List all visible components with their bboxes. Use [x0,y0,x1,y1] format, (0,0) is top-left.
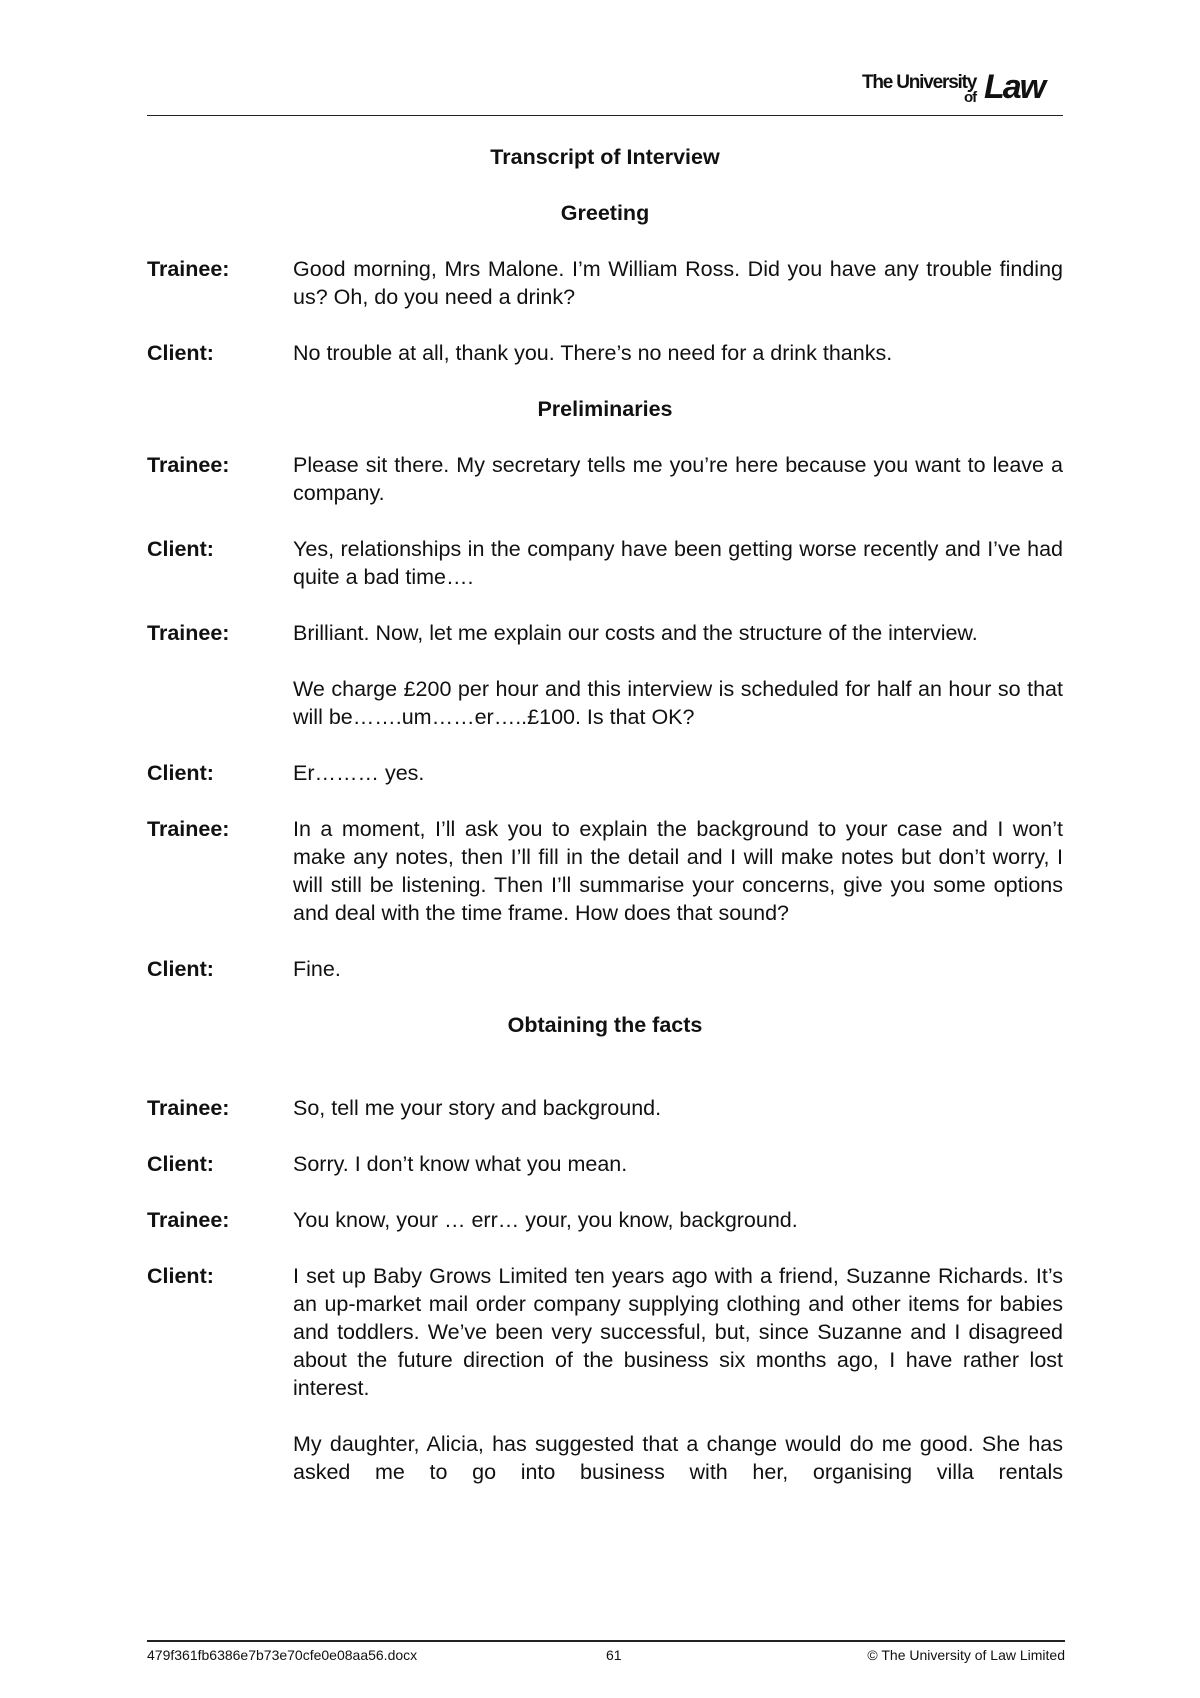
footer-divider [147,1640,1065,1642]
dialogue-text: Brilliant. Now, let me explain our costs and the structure of the interview. [293,621,978,645]
section-heading-preliminaries: Preliminaries [537,397,673,421]
dialogue-text: You know, your … err… your, you know, background. [293,1208,798,1232]
dialogue-row [147,815,1063,927]
speaker-label: Client: [147,1264,214,1288]
dialogue-text: In a moment, I’ll ask you to explain the background to your case and I won’t make any notes, then I’ll fill in the detail and I will make notes but don’t worry, I will still be listening. Then I’ll summarise your concerns, give you some options and deal with the time frame. How does that sound? [293,817,1063,925]
dialogue-row [147,1206,1063,1234]
speaker-label: Client: [147,761,214,785]
dialogue-row [147,1262,1063,1486]
section-heading-greeting: Greeting [560,201,650,225]
dialogue-row [147,955,1063,983]
dialogue-row [147,1150,1063,1178]
dialogue-text: Yes, relationships in the company have been getting worse recently and I’ve had quite a bad time…. [293,537,1063,589]
speaker-label: Trainee: [147,817,230,841]
footer-filename: 479f361fb6386e7b73e70cfe0e08aa56.docx [147,1647,418,1663]
header-divider [147,115,1063,116]
logo-text-of: of [964,89,977,106]
section-heading-obtaining-facts: Obtaining the facts [507,1013,703,1037]
speaker-label: Trainee: [147,1096,230,1120]
dialogue-text: My daughter, Alicia, has suggested that a change would do me good. She has asked me to go into business with her, organising villa rentals [293,1432,1063,1484]
speaker-label: Client: [147,1152,214,1176]
dialogue-text: Please sit there. My secretary tells me you’re here because you want to leave a company. [293,453,1063,505]
speaker-label: Trainee: [147,621,230,645]
dialogue-text: Sorry. I don’t know what you mean. [293,1152,628,1176]
speaker-label: Trainee: [147,453,230,477]
dialogue-text: Good morning, Mrs Malone. I’m William Ross. Did you have any trouble finding us? Oh, do you need a drink? [293,257,1063,309]
dialogue-row [147,339,1063,367]
dialogue-text: Er……… yes. [293,761,425,785]
logo-text-law: Law [984,68,1045,106]
university-of-law-logo [862,68,1062,110]
speaker-label: Client: [147,341,214,365]
dialogue-text: We charge £200 per hour and this interview is scheduled for half an hour so that will be…….um……er…..£100. Is that OK? [293,677,1063,729]
logo-text-university: The University [862,72,977,93]
speaker-label: Trainee: [147,1208,230,1232]
dialogue-row [147,759,1063,787]
dialogue-text: I set up Baby Grows Limited ten years ago with a friend, Suzanne Richards. It’s an up-market mail order company supplying clothing and other items for babies and toddlers. We’ve been very successful, but, since Suzanne and I disagreed about the future direction of the business six months ago, I have rather lost interest. [293,1264,1063,1400]
document-title: Transcript of Interview [490,145,720,169]
dialogue-text: Fine. [293,957,341,981]
dialogue-row [147,451,1063,507]
speaker-label: Client: [147,537,214,561]
dialogue-text: So, tell me your story and background. [293,1096,662,1120]
speaker-label: Client: [147,957,214,981]
speaker-label: Trainee: [147,257,230,281]
footer-copyright: © The University of Law Limited [867,1647,1065,1663]
footer-page-number: 61 [606,1647,622,1663]
transcript-body [147,143,1063,1514]
dialogue-row [147,619,1063,731]
dialogue-row [147,255,1063,311]
dialogue-row [147,1094,1063,1122]
dialogue-row [147,535,1063,591]
dialogue-text: No trouble at all, thank you. There’s no need for a drink thanks. [293,341,893,365]
